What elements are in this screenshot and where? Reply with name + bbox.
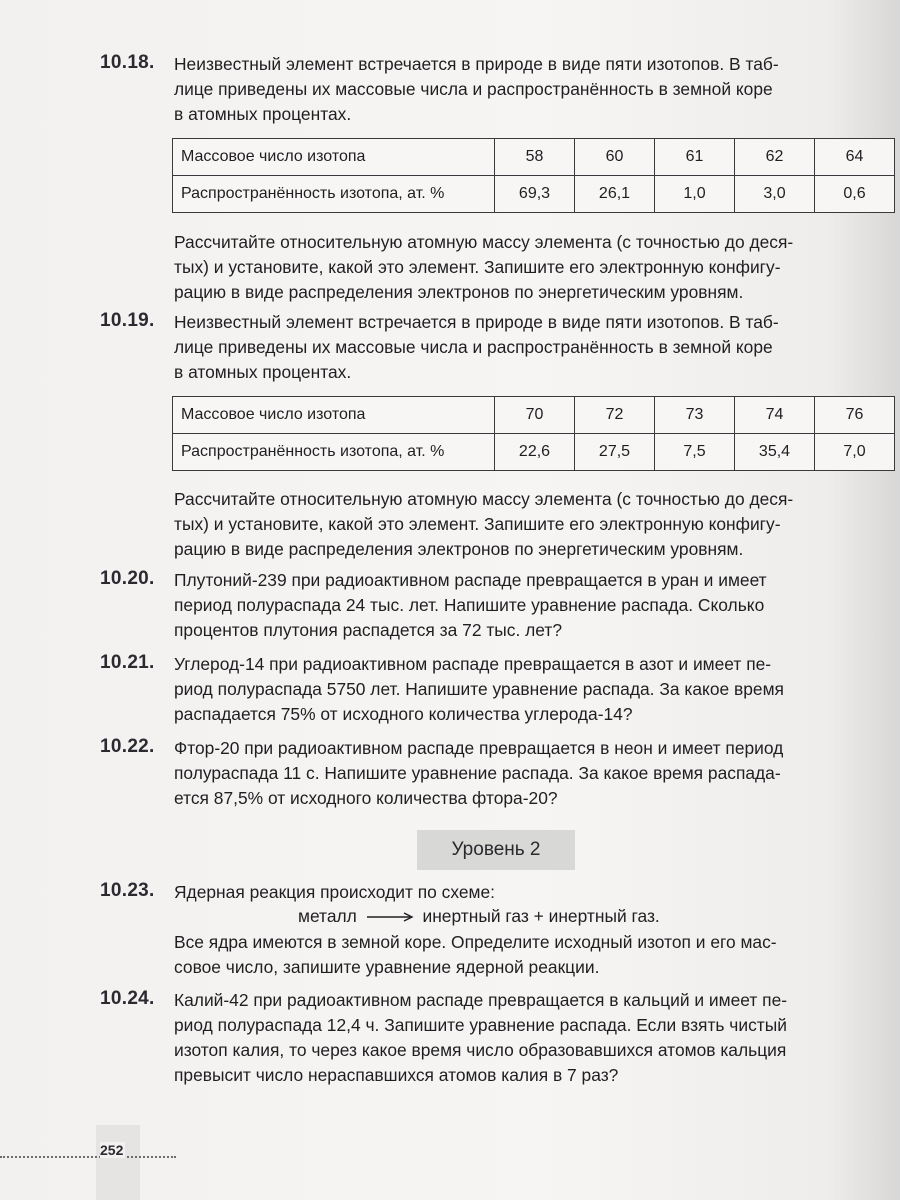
table-row-abundance [173, 176, 895, 213]
table-cell: 35,4 [735, 434, 815, 471]
text-line: риод полураспада 12,4 ч. Запишите уравнение распада. Если взять чистый [174, 1015, 787, 1035]
text-line: тых) и установите, какой это элемент. Запишите его электронную конфигу- [174, 514, 781, 534]
problem-text [174, 310, 890, 385]
text-line: Неизвестный элемент встречается в природе в виде пяти изотопов. В таб- [174, 54, 779, 74]
text-line: Неизвестный элемент встречается в природе в виде пяти изотопов. В таб- [174, 312, 779, 332]
table-cell: 74 [735, 397, 815, 434]
text-line: Плутоний-239 при радиоактивном распаде превращается в уран и имеет [174, 570, 767, 590]
scheme-left: металл [298, 906, 357, 926]
problem-number: 10.23. [100, 880, 155, 901]
problem-10-23-continued [100, 930, 890, 980]
table-cell: 22,6 [495, 434, 575, 471]
problem-number: 10.24. [100, 988, 155, 1009]
problem-10-18-continued [100, 230, 890, 305]
table-cell: 7,5 [655, 434, 735, 471]
table-cell: 60 [575, 139, 655, 176]
table-header-cell: Массовое число изотопа [173, 139, 495, 176]
reaction-scheme [298, 904, 660, 929]
table-cell: 73 [655, 397, 735, 434]
table-cell: 7,0 [815, 434, 895, 471]
text-line: Ядерная реакция происходит по схеме: [174, 882, 495, 902]
problem-number: 10.19. [100, 310, 155, 331]
problem-text [174, 230, 890, 305]
text-line: Калий-42 при радиоактивном распаде превращается в кальций и имеет пе- [174, 990, 788, 1010]
text-line: Все ядра имеются в земной коре. Определите исходный изотоп и его мас- [174, 932, 777, 952]
problem-10-19-continued [100, 487, 890, 562]
table-cell: 61 [655, 139, 735, 176]
table-header-cell: Распространённость изотопа, ат. % [173, 176, 495, 213]
problem-number: 10.22. [100, 736, 155, 757]
table-cell: 62 [735, 139, 815, 176]
dotted-rule [0, 1156, 176, 1158]
text-line: превысит число нераспавшихся атомов калия в 7 раз? [174, 1065, 619, 1085]
text-line: рацию в виде распределения электронов по энергетическим уровням. [174, 282, 744, 302]
text-line: лице приведены их массовые числа и распространённость в земной коре [174, 337, 773, 357]
problem-number: 10.21. [100, 652, 155, 673]
table-row-abundance [173, 434, 895, 471]
table-cell: 72 [575, 397, 655, 434]
table-cell: 64 [815, 139, 895, 176]
text-line: лице приведены их массовые числа и распространённость в земной коре [174, 79, 773, 99]
problem-text [174, 568, 890, 643]
problem-10-19 [100, 310, 890, 385]
text-line: изотоп калия, то через какое время число образовавшихся атомов кальция [174, 1040, 787, 1060]
problem-text [174, 988, 890, 1088]
text-line: Рассчитайте относительную атомную массу элемента (с точностью до деся- [174, 232, 794, 252]
problem-text [174, 930, 890, 980]
problem-10-21 [100, 652, 890, 727]
table-header-cell: Массовое число изотопа [173, 397, 495, 434]
table-row-mass-numbers [173, 139, 895, 176]
text-line: процентов плутония распадется за 72 тыс. лет? [174, 620, 563, 640]
scheme-right: инертный газ + инертный газ. [422, 906, 660, 926]
problem-text [174, 880, 890, 905]
text-line: в атомных процентах. [174, 362, 352, 382]
text-line: совое число, запишите уравнение ядерной реакции. [174, 957, 600, 977]
text-line: распадается 75% от исходного количества углерода-14? [174, 704, 633, 724]
text-line: Фтор-20 при радиоактивном распаде превращается в неон и имеет период [174, 738, 784, 758]
text-line: Рассчитайте относительную атомную массу элемента (с точностью до деся- [174, 489, 794, 509]
problem-10-22 [100, 736, 890, 811]
text-line: Углерод-14 при радиоактивном распаде превращается в азот и имеет пе- [174, 654, 772, 674]
text-line: период полураспада 24 тыс. лет. Напишите уравнение распада. Сколько [174, 595, 765, 615]
text-line: риод полураспада 5750 лет. Напишите уравнение распада. За какое время [174, 679, 784, 699]
problem-text [174, 736, 890, 811]
long-right-arrow-icon [366, 912, 414, 922]
table-cell: 69,3 [495, 176, 575, 213]
problem-text [174, 52, 890, 127]
table-header-cell: Распространённость изотопа, ат. % [173, 434, 495, 471]
table-cell: 3,0 [735, 176, 815, 213]
problem-number: 10.20. [100, 568, 155, 589]
table-cell: 76 [815, 397, 895, 434]
table-cell: 1,0 [655, 176, 735, 213]
problem-10-23 [100, 880, 890, 905]
page-footer [0, 1142, 180, 1166]
isotope-table-1 [172, 138, 895, 213]
problem-10-24 [100, 988, 890, 1088]
table-cell: 0,6 [815, 176, 895, 213]
level-heading: Уровень 2 [417, 830, 575, 870]
table-cell: 26,1 [575, 176, 655, 213]
text-line: тых) и установите, какой это элемент. Запишите его электронную конфигу- [174, 257, 781, 277]
problem-text [174, 652, 890, 727]
text-line: рацию в виде распределения электронов по энергетическим уровням. [174, 539, 744, 559]
text-line: ется 87,5% от исходного количества фтора-20? [174, 788, 558, 808]
table-cell: 58 [495, 139, 575, 176]
problem-10-20 [100, 568, 890, 643]
problem-text [174, 487, 890, 562]
table-cell: 70 [495, 397, 575, 434]
problem-number: 10.18. [100, 52, 155, 73]
table-row-mass-numbers [173, 397, 895, 434]
page-number: 252 [100, 1142, 124, 1158]
text-line: в атомных процентах. [174, 104, 352, 124]
isotope-table-2 [172, 396, 895, 471]
table-cell: 27,5 [575, 434, 655, 471]
text-line: полураспада 11 с. Напишите уравнение распада. За какое время распада- [174, 763, 781, 783]
problem-10-18 [100, 52, 890, 127]
